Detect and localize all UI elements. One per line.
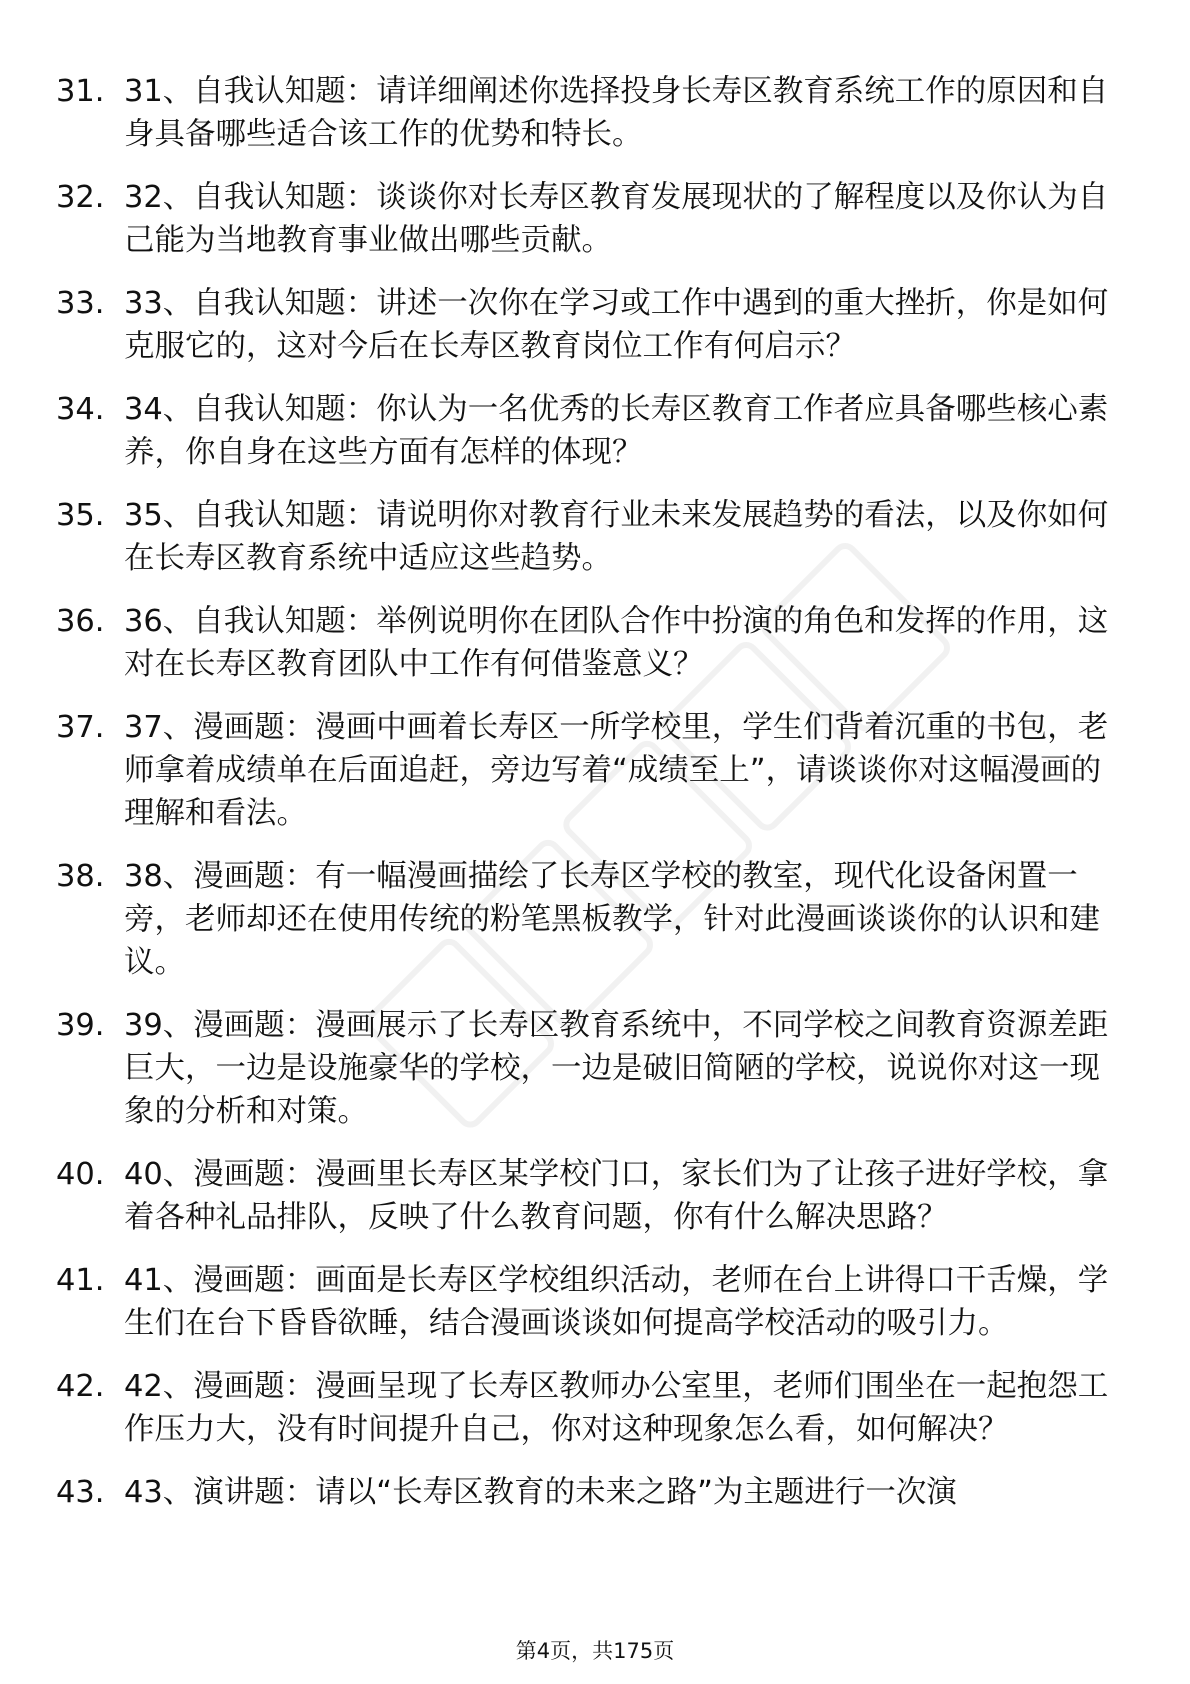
question-text: 35、自我认知题：请说明你对教育行业未来发展趋势的看法，以及你如何在长寿区教育系统中适应这些趋势。 [124,498,1109,576]
question-number: 40. [56,1157,105,1192]
question-number: 39. [56,1008,105,1043]
question-text: 31、自我认知题：请详细阐述你选择投身长寿区教育系统工作的原因和自身具备哪些适合该工作的优势和特长。 [124,74,1109,152]
question-number: 32. [56,180,105,215]
question-number: 34. [56,392,105,427]
question-text: 43、演讲题：请以“长寿区教育的未来之路”为主题进行一次演 [124,1475,957,1510]
question-number: 35. [56,498,105,533]
question-number: 41. [56,1263,105,1298]
question-number: 43. [56,1475,105,1510]
question-number: 36. [56,604,105,639]
question-text: 40、漫画题：漫画里长寿区某学校门口，家长们为了让孩子进好学校，拿着各种礼品排队，反映了什么教育问题，你有什么解决思路？ [124,1157,1109,1235]
question-text: 38、漫画题：有一幅漫画描绘了长寿区学校的教室，现代化设备闲置一旁，老师却还在使用传统的粉笔黑板教学，针对此漫画谈谈你的认识和建议。 [124,859,1100,980]
question-number: 31. [56,74,105,109]
question-item [0,1471,1190,1514]
question-text: 39、漫画题：漫画展示了长寿区教育系统中，不同学校之间教育资源差距巨大，一边是设施豪华的学校，一边是破旧简陋的学校，说说你对这一现象的分析和对策。 [124,1008,1109,1129]
question-list [0,70,1190,1534]
question-item [0,1153,1190,1239]
question-item [0,855,1190,984]
question-item [0,706,1190,835]
question-number: 33. [56,286,105,321]
page-footer: 第4页，共175页 [515,1639,675,1663]
question-number: 37. [56,710,105,745]
question-item [0,1365,1190,1451]
question-item [0,388,1190,474]
question-item [0,282,1190,368]
question-text: 34、自我认知题：你认为一名优秀的长寿区教育工作者应具备哪些核心素养，你自身在这些方面有怎样的体现？ [124,392,1109,470]
question-item [0,1004,1190,1133]
question-number: 38. [56,859,105,894]
question-number: 42. [56,1369,105,1404]
question-text: 42、漫画题：漫画呈现了长寿区教师办公室里，老师们围坐在一起抱怨工作压力大，没有时间提升自己，你对这种现象怎么看，如何解决？ [124,1369,1109,1447]
question-text: 41、漫画题：画面是长寿区学校组织活动，老师在台上讲得口干舌燥，学生们在台下昏昏欲睡，结合漫画谈谈如何提高学校活动的吸引力。 [124,1263,1109,1341]
question-text: 33、自我认知题：讲述一次你在学习或工作中遇到的重大挫折，你是如何克服它的，这对今后在长寿区教育岗位工作有何启示？ [124,286,1109,364]
question-text: 32、自我认知题：谈谈你对长寿区教育发展现状的了解程度以及你认为自己能为当地教育事业做出哪些贡献。 [124,180,1109,258]
question-text: 36、自我认知题：举例说明你在团队合作中扮演的角色和发挥的作用，这对在长寿区教育团队中工作有何借鉴意义？ [124,604,1109,682]
question-item [0,600,1190,686]
question-item [0,176,1190,262]
question-item [0,1259,1190,1345]
question-text: 37、漫画题：漫画中画着长寿区一所学校里，学生们背着沉重的书包，老师拿着成绩单在后面追赶，旁边写着“成绩至上”，请谈谈你对这幅漫画的理解和看法。 [124,710,1109,831]
question-item [0,494,1190,580]
question-item [0,70,1190,156]
